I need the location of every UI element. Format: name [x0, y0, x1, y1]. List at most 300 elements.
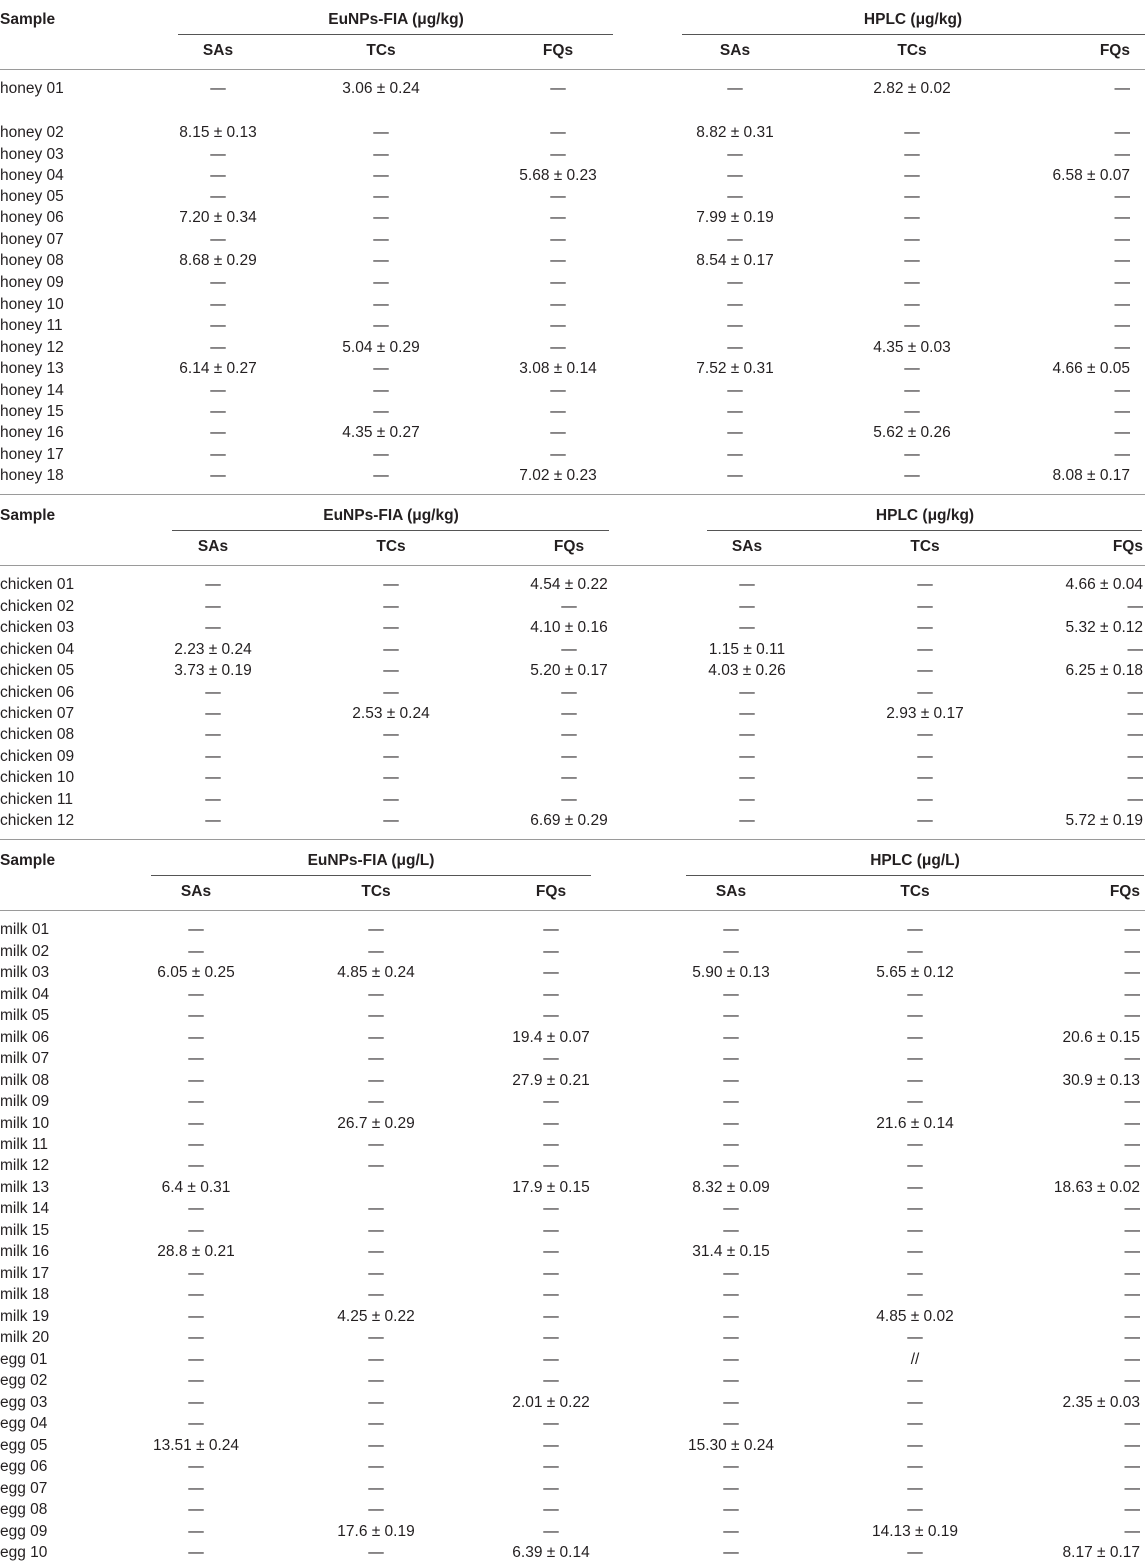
cell-fqs-eunps: — [543, 1222, 559, 1239]
table-row [0, 1115, 1145, 1133]
cell-tcs-eunps: — [368, 1415, 384, 1432]
cell-fqs-eunps: — [550, 446, 566, 463]
cell-tcs-eunps: — [368, 986, 384, 1003]
table-row [0, 252, 1145, 270]
sample-name: milk 15 [0, 1222, 50, 1239]
cell-sas-hplc: — [723, 1308, 739, 1325]
cell-sas-eunps: — [188, 1523, 204, 1540]
cell-fqs-eunps: — [543, 1480, 559, 1497]
column-header-fqs-hplc: FQs [1112, 538, 1143, 555]
cell-tcs-hplc: — [907, 1093, 923, 1110]
table-row [0, 684, 1145, 702]
cell-tcs-eunps: — [368, 1093, 384, 1110]
sample-name: milk 05 [0, 1007, 50, 1024]
cell-tcs-eunps: — [373, 167, 389, 184]
cell-tcs-hplc: — [904, 382, 920, 399]
cell-fqs-hplc: — [1124, 1136, 1140, 1153]
cell-sas-hplc: 8.82 ± 0.31 [696, 124, 774, 141]
cell-sas-eunps: — [188, 1286, 204, 1303]
cell-sas-hplc: 8.32 ± 0.09 [692, 1179, 770, 1196]
cell-sas-hplc: — [723, 1093, 739, 1110]
cell-fqs-hplc: 18.63 ± 0.02 [1053, 1179, 1140, 1196]
sample-name: honey 10 [0, 296, 64, 313]
cell-sas-hplc: 7.99 ± 0.19 [696, 209, 774, 226]
cell-tcs-hplc: — [907, 1050, 923, 1067]
cell-sas-eunps: — [188, 1072, 204, 1089]
column-header-tcs-hplc: TCs [910, 538, 940, 555]
cell-tcs-hplc: — [904, 403, 920, 420]
cell-tcs-eunps: 4.85 ± 0.24 [337, 964, 415, 981]
cell-fqs-eunps: 17.9 ± 0.15 [512, 1179, 590, 1196]
table-row [0, 598, 1145, 616]
cell-tcs-eunps: — [368, 943, 384, 960]
sample-name: honey 07 [0, 231, 64, 248]
table-row [0, 619, 1145, 637]
cell-sas-eunps: — [210, 424, 226, 441]
table-row [0, 1007, 1145, 1025]
group-header-hplc: HPLC (μg/kg) [863, 11, 963, 28]
cell-fqs-eunps: — [561, 684, 577, 701]
sample-name: honey 05 [0, 188, 64, 205]
cell-sas-eunps: — [188, 921, 204, 938]
table-row [0, 1437, 1145, 1455]
cell-tcs-hplc: — [907, 986, 923, 1003]
cell-tcs-hplc: — [907, 1007, 923, 1024]
cell-tcs-hplc: — [907, 1544, 923, 1561]
header-rule [0, 910, 1145, 911]
cell-fqs-hplc: — [1124, 1115, 1140, 1132]
cell-fqs-hplc: 20.6 ± 0.15 [1062, 1029, 1140, 1046]
cell-tcs-eunps: — [383, 684, 399, 701]
cell-tcs-hplc: — [907, 1029, 923, 1046]
cell-fqs-eunps: 5.68 ± 0.23 [519, 167, 597, 184]
cell-sas-hplc: — [727, 296, 743, 313]
cell-sas-hplc: — [727, 274, 743, 291]
cell-sas-eunps: — [188, 1480, 204, 1497]
cell-sas-eunps: — [188, 1394, 204, 1411]
cell-sas-hplc: — [739, 812, 755, 829]
cell-tcs-eunps: 3.06 ± 0.24 [342, 80, 420, 97]
cell-tcs-hplc: — [904, 446, 920, 463]
cell-tcs-hplc: — [907, 1222, 923, 1239]
sample-name: milk 10 [0, 1115, 50, 1132]
table-row [0, 124, 1145, 142]
cell-fqs-eunps: — [543, 1286, 559, 1303]
cell-tcs-eunps: — [368, 1394, 384, 1411]
cell-tcs-hplc: — [907, 1394, 923, 1411]
table-row [0, 769, 1145, 787]
cell-sas-hplc: — [723, 1286, 739, 1303]
table-row [0, 1286, 1145, 1304]
cell-tcs-hplc: — [904, 124, 920, 141]
cell-fqs-hplc: — [1114, 424, 1130, 441]
cell-sas-eunps: — [210, 467, 226, 484]
cell-sas-eunps: — [205, 576, 221, 593]
sample-name: milk 03 [0, 964, 50, 981]
cell-fqs-eunps: — [543, 1501, 559, 1518]
table-row [0, 576, 1145, 594]
cell-sas-hplc: — [723, 1415, 739, 1432]
cell-fqs-hplc: — [1114, 124, 1130, 141]
cell-fqs-hplc: — [1124, 1458, 1140, 1475]
column-header-fqs-eunps: FQs [542, 42, 574, 59]
cell-tcs-eunps: — [368, 1286, 384, 1303]
table-row [0, 382, 1145, 400]
column-header-fqs-eunps: FQs [553, 538, 585, 555]
sample-header: Sample [0, 11, 56, 28]
cell-fqs-hplc: 6.25 ± 0.18 [1065, 662, 1143, 679]
cell-tcs-hplc: 2.93 ± 0.17 [886, 705, 964, 722]
cell-tcs-hplc: — [917, 619, 933, 636]
cell-tcs-hplc: — [904, 360, 920, 377]
cell-sas-hplc: — [723, 1265, 739, 1282]
cell-tcs-hplc: — [907, 1243, 923, 1260]
cell-fqs-eunps: — [561, 791, 577, 808]
sample-header: Sample [0, 507, 56, 524]
cell-sas-eunps: 3.73 ± 0.19 [174, 662, 252, 679]
cell-sas-eunps: 6.4 ± 0.31 [161, 1179, 231, 1196]
table-row [0, 1308, 1145, 1326]
cell-sas-hplc: — [727, 231, 743, 248]
sample-name: chicken 07 [0, 705, 75, 722]
cell-sas-hplc: — [739, 705, 755, 722]
cell-sas-eunps: — [210, 188, 226, 205]
cell-fqs-hplc: — [1124, 1007, 1140, 1024]
table-row [0, 1480, 1145, 1498]
cell-fqs-eunps: — [550, 80, 566, 97]
cell-tcs-eunps: — [368, 1437, 384, 1454]
cell-tcs-hplc: — [917, 576, 933, 593]
sample-name: honey 12 [0, 339, 64, 356]
sample-name: egg 02 [0, 1372, 48, 1389]
sample-name: honey 11 [0, 317, 63, 334]
cell-sas-eunps: — [188, 1007, 204, 1024]
column-header-tcs-eunps: TCs [366, 42, 396, 59]
cell-sas-hplc: — [723, 1136, 739, 1153]
sample-name: milk 17 [0, 1265, 50, 1282]
table-row [0, 424, 1145, 442]
cell-sas-eunps: — [205, 748, 221, 765]
cell-tcs-eunps: 17.6 ± 0.19 [337, 1523, 415, 1540]
cell-sas-eunps: — [205, 705, 221, 722]
table-row [0, 748, 1145, 766]
cell-fqs-eunps: — [543, 1265, 559, 1282]
column-header-sas-hplc: SAs [715, 883, 747, 900]
cell-fqs-hplc: 4.66 ± 0.04 [1065, 576, 1143, 593]
cell-fqs-eunps: — [543, 1136, 559, 1153]
cell-tcs-hplc: — [907, 1179, 923, 1196]
cell-fqs-hplc: 8.08 ± 0.17 [1052, 467, 1130, 484]
cell-sas-eunps: 2.23 ± 0.24 [174, 641, 252, 658]
column-header-fqs-eunps: FQs [535, 883, 567, 900]
group-underline-eunps [172, 530, 609, 531]
table-row [0, 1136, 1145, 1154]
cell-tcs-eunps: 2.53 ± 0.24 [352, 705, 430, 722]
cell-fqs-hplc: — [1114, 274, 1130, 291]
cell-fqs-hplc: — [1124, 1523, 1140, 1540]
table-row [0, 812, 1145, 830]
cell-fqs-hplc: — [1127, 748, 1143, 765]
cell-fqs-hplc: 4.66 ± 0.05 [1052, 360, 1130, 377]
cell-fqs-eunps: — [543, 943, 559, 960]
cell-tcs-eunps: — [368, 1544, 384, 1561]
cell-tcs-hplc: — [904, 274, 920, 291]
cell-tcs-hplc: 14.13 ± 0.19 [871, 1523, 959, 1540]
cell-tcs-hplc: — [907, 1157, 923, 1174]
cell-sas-hplc: — [723, 1501, 739, 1518]
table-row [0, 641, 1145, 659]
cell-tcs-eunps: — [368, 1157, 384, 1174]
table-row [0, 1222, 1145, 1240]
table-row [0, 188, 1145, 206]
cell-sas-eunps: — [188, 1222, 204, 1239]
cell-tcs-eunps: — [383, 769, 399, 786]
sample-name: egg 04 [0, 1415, 48, 1432]
table-row [0, 705, 1145, 723]
cell-tcs-eunps: — [368, 1329, 384, 1346]
cell-tcs-hplc: — [904, 467, 920, 484]
cell-tcs-hplc: — [917, 662, 933, 679]
cell-sas-hplc: — [727, 382, 743, 399]
column-header-sas-eunps: SAs [180, 883, 212, 900]
cell-sas-hplc: — [723, 1115, 739, 1132]
sample-name: chicken 12 [0, 812, 75, 829]
table-row [0, 964, 1145, 982]
cell-fqs-eunps: — [543, 986, 559, 1003]
cell-tcs-hplc: — [917, 769, 933, 786]
cell-fqs-eunps: 7.02 ± 0.23 [519, 467, 597, 484]
cell-sas-eunps: 7.20 ± 0.34 [179, 209, 257, 226]
sample-name: egg 01 [0, 1351, 48, 1368]
cell-tcs-eunps: 4.25 ± 0.22 [337, 1308, 415, 1325]
table-row [0, 1157, 1145, 1175]
cell-fqs-eunps: — [550, 339, 566, 356]
cell-tcs-eunps: 5.04 ± 0.29 [342, 339, 420, 356]
sample-name: honey 16 [0, 424, 64, 441]
cell-fqs-eunps: — [543, 1200, 559, 1217]
cell-fqs-eunps: — [543, 1115, 559, 1132]
cell-fqs-hplc: — [1124, 1093, 1140, 1110]
sample-name: honey 09 [0, 274, 64, 291]
cell-sas-hplc: — [727, 188, 743, 205]
cell-sas-eunps: — [188, 1115, 204, 1132]
cell-tcs-hplc: — [917, 791, 933, 808]
cell-tcs-hplc: — [917, 812, 933, 829]
cell-fqs-hplc: — [1124, 1157, 1140, 1174]
cell-fqs-hplc: — [1114, 146, 1130, 163]
cell-fqs-eunps: — [550, 209, 566, 226]
sample-name: milk 07 [0, 1050, 50, 1067]
cell-sas-eunps: — [188, 943, 204, 960]
cell-tcs-hplc: — [904, 317, 920, 334]
cell-sas-hplc: — [727, 167, 743, 184]
sample-name: chicken 01 [0, 576, 75, 593]
column-header-tcs-eunps: TCs [376, 538, 406, 555]
cell-tcs-hplc: // [910, 1351, 920, 1368]
table-row [0, 1050, 1145, 1068]
cell-fqs-eunps: — [550, 317, 566, 334]
cell-sas-hplc: 1.15 ± 0.11 [708, 641, 786, 658]
cell-tcs-eunps: — [373, 317, 389, 334]
cell-tcs-hplc: — [904, 188, 920, 205]
cell-sas-eunps: — [210, 167, 226, 184]
cell-sas-eunps: — [188, 1157, 204, 1174]
cell-tcs-hplc: — [907, 1458, 923, 1475]
cell-tcs-eunps: — [368, 1458, 384, 1475]
cell-tcs-hplc: — [917, 641, 933, 658]
cell-tcs-hplc: — [904, 252, 920, 269]
sample-name: milk 18 [0, 1286, 50, 1303]
cell-fqs-eunps: — [543, 1093, 559, 1110]
sample-name: honey 06 [0, 209, 64, 226]
cell-fqs-eunps: — [550, 274, 566, 291]
cell-fqs-hplc: 8.17 ± 0.17 [1062, 1544, 1140, 1561]
cell-tcs-hplc: — [907, 943, 923, 960]
column-header-sas-eunps: SAs [197, 538, 229, 555]
cell-tcs-eunps: — [373, 360, 389, 377]
cell-fqs-eunps: — [543, 1372, 559, 1389]
cell-fqs-eunps: 6.39 ± 0.14 [512, 1544, 590, 1561]
cell-tcs-eunps: — [373, 124, 389, 141]
cell-tcs-hplc: — [904, 146, 920, 163]
cell-sas-hplc: — [727, 424, 743, 441]
cell-fqs-eunps: — [543, 1050, 559, 1067]
cell-fqs-eunps: — [550, 231, 566, 248]
cell-fqs-hplc: — [1127, 641, 1143, 658]
sample-name: egg 05 [0, 1437, 48, 1454]
cell-sas-eunps: — [188, 1329, 204, 1346]
cell-tcs-eunps: — [383, 598, 399, 615]
cell-tcs-hplc: — [907, 1200, 923, 1217]
sample-name: milk 09 [0, 1093, 50, 1110]
cell-fqs-hplc: 5.72 ± 0.19 [1065, 812, 1143, 829]
cell-sas-hplc: — [723, 1072, 739, 1089]
table-row [0, 1329, 1145, 1347]
cell-tcs-eunps: — [373, 146, 389, 163]
sample-name: honey 02 [0, 124, 64, 141]
cell-sas-hplc: 15.30 ± 0.24 [687, 1437, 775, 1454]
cell-fqs-eunps: — [561, 598, 577, 615]
cell-sas-hplc: — [723, 943, 739, 960]
cell-sas-hplc: — [723, 1222, 739, 1239]
cell-sas-eunps: — [188, 1200, 204, 1217]
cell-sas-hplc: — [723, 1029, 739, 1046]
cell-fqs-eunps: — [543, 964, 559, 981]
group-header-hplc: HPLC (μg/kg) [875, 507, 975, 524]
sample-name: egg 07 [0, 1480, 48, 1497]
cell-tcs-hplc: — [904, 209, 920, 226]
sample-name: chicken 04 [0, 641, 75, 658]
cell-sas-hplc: — [727, 80, 743, 97]
cell-sas-eunps: — [205, 598, 221, 615]
cell-sas-eunps: — [188, 1544, 204, 1561]
cell-sas-hplc: 31.4 ± 0.15 [692, 1243, 770, 1260]
cell-sas-eunps: — [188, 1458, 204, 1475]
cell-sas-eunps: — [205, 726, 221, 743]
cell-fqs-hplc: — [1124, 1351, 1140, 1368]
sample-name: honey 18 [0, 467, 64, 484]
sample-name: egg 10 [0, 1544, 48, 1561]
table-block-2 [0, 495, 1145, 840]
cell-sas-hplc: — [723, 1480, 739, 1497]
cell-fqs-hplc: — [1114, 252, 1130, 269]
table-row [0, 1093, 1145, 1111]
cell-fqs-hplc: — [1124, 1050, 1140, 1067]
cell-fqs-eunps: — [543, 1007, 559, 1024]
cell-tcs-hplc: — [904, 167, 920, 184]
cell-sas-eunps: — [188, 1415, 204, 1432]
table-row [0, 1501, 1145, 1519]
cell-fqs-hplc: — [1124, 1415, 1140, 1432]
cell-sas-eunps: — [210, 317, 226, 334]
cell-fqs-hplc: — [1127, 726, 1143, 743]
cell-sas-hplc: — [723, 1458, 739, 1475]
table-row [0, 986, 1145, 1004]
cell-tcs-eunps: — [383, 662, 399, 679]
cell-tcs-eunps: 4.35 ± 0.27 [342, 424, 420, 441]
cell-fqs-hplc: — [1114, 403, 1130, 420]
sample-name: chicken 02 [0, 598, 75, 615]
cell-tcs-eunps: — [383, 641, 399, 658]
cell-tcs-eunps: — [368, 1200, 384, 1217]
cell-fqs-hplc: — [1114, 382, 1130, 399]
cell-tcs-hplc: — [904, 231, 920, 248]
cell-sas-hplc: — [739, 769, 755, 786]
cell-fqs-hplc: — [1127, 598, 1143, 615]
cell-fqs-eunps: — [550, 124, 566, 141]
cell-tcs-eunps: — [368, 1265, 384, 1282]
cell-fqs-hplc: — [1124, 1329, 1140, 1346]
sample-name: milk 14 [0, 1200, 50, 1217]
cell-tcs-hplc: — [917, 748, 933, 765]
table-row [0, 1179, 1145, 1197]
column-header-tcs-hplc: TCs [897, 42, 927, 59]
cell-fqs-eunps: — [543, 1437, 559, 1454]
cell-sas-hplc: — [727, 317, 743, 334]
cell-tcs-eunps: — [373, 403, 389, 420]
sample-name: milk 02 [0, 943, 50, 960]
sample-name: chicken 06 [0, 684, 75, 701]
cell-fqs-hplc: — [1114, 339, 1130, 356]
cell-fqs-hplc: — [1124, 986, 1140, 1003]
table-row [0, 146, 1145, 164]
cell-sas-hplc: — [723, 1007, 739, 1024]
cell-fqs-eunps: — [550, 296, 566, 313]
cell-sas-eunps: — [188, 1050, 204, 1067]
sample-name: milk 01 [0, 921, 50, 938]
cell-sas-eunps: 13.51 ± 0.24 [152, 1437, 240, 1454]
table-row [0, 467, 1145, 485]
cell-sas-eunps: — [188, 1093, 204, 1110]
sample-name: milk 08 [0, 1072, 50, 1089]
sample-header: Sample [0, 852, 56, 869]
cell-sas-eunps: — [210, 382, 226, 399]
cell-fqs-eunps: — [561, 726, 577, 743]
cell-sas-hplc: — [723, 1157, 739, 1174]
table-row [0, 662, 1145, 680]
table-row [0, 1351, 1145, 1369]
cell-fqs-hplc: — [1124, 1480, 1140, 1497]
table-row [0, 1523, 1145, 1541]
sample-name: chicken 10 [0, 769, 75, 786]
table-row [0, 231, 1145, 249]
cell-fqs-hplc: — [1124, 921, 1140, 938]
sample-name: milk 12 [0, 1157, 50, 1174]
table-row [0, 446, 1145, 464]
table-row [0, 274, 1145, 292]
cell-fqs-hplc: — [1114, 188, 1130, 205]
cell-tcs-hplc: — [917, 726, 933, 743]
